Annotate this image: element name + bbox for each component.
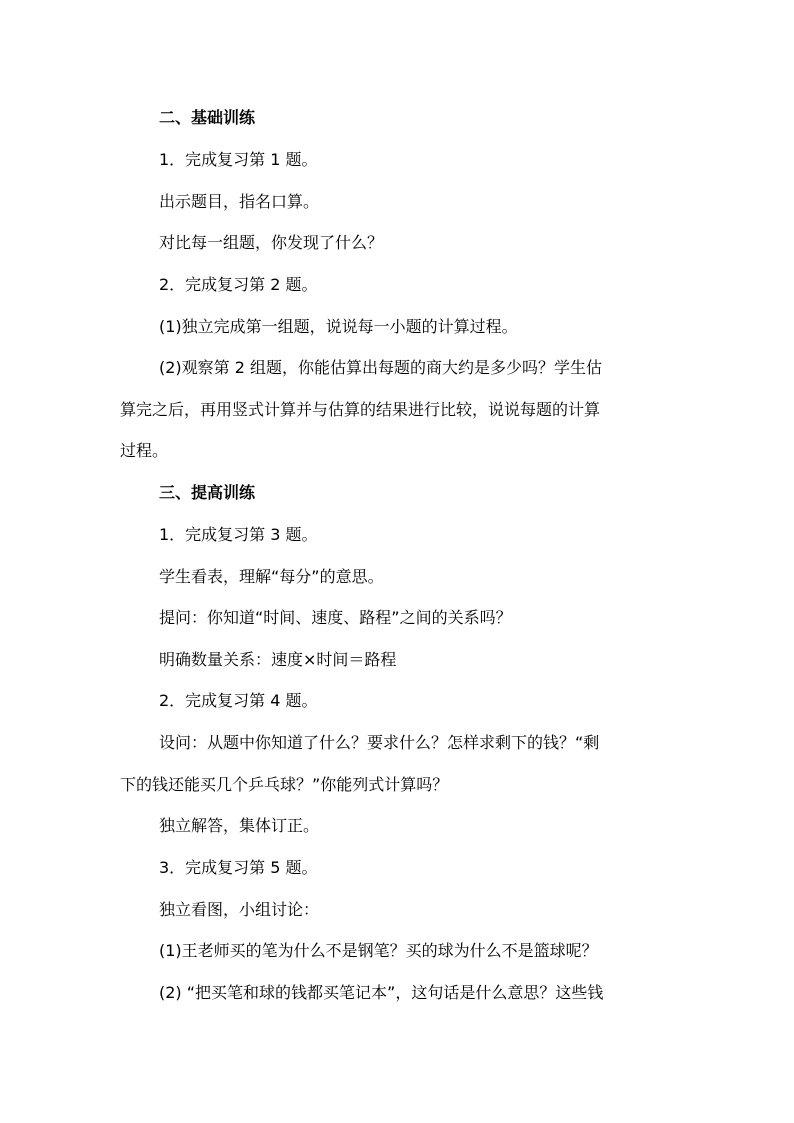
exercise-item-2: 2．完成复习第 2 题。 [159,275,318,294]
paragraph: 提问：你知道“时间、速度、路程”之间的关系吗？ [159,608,512,627]
paragraph: 独立解答，集体订正。 [159,816,320,835]
paragraph: 独立看图，小组讨论： [159,900,320,919]
paragraph-line: (2) “把买笔和球的钱都买笔记本”，这句话是什么意思？这些钱 [159,983,604,1002]
paragraph: 明确数量关系：速度×时间＝路程 [159,650,397,669]
paragraph: (1)独立完成第一组题，说说每一小题的计算过程。 [159,317,518,336]
exercise-item-3: 1．完成复习第 3 题。 [159,525,318,544]
paragraph: (1)王老师买的笔为什么不是钢笔？买的球为什么不是篮球呢？ [159,941,598,960]
paragraph-line: 下的钱还能买几个乒乓球？”你能列式计算吗？ [120,775,449,794]
paragraph-line: 设问：从题中你知道了什么？要求什么？怎样求剩下的钱？“剩 [159,733,600,752]
paragraph-line: 过程。 [120,441,169,460]
exercise-item-5: 3．完成复习第 5 题。 [159,858,318,877]
paragraph: 学生看表，理解“每分”的意思。 [159,567,384,586]
paragraph-line: 算完之后，再用竖式计算并与估算的结果进行比较，说说每题的计算 [120,400,601,419]
paragraph: 对比每一组题，你发现了什么？ [159,233,384,252]
paragraph-line: (2)观察第 2 组题，你能估算出每题的商大约是多少吗？学生估 [159,358,603,377]
section-heading-advanced-training: 三、提高训练 [159,483,256,502]
paragraph: 出示题目，指名口算。 [159,192,320,211]
section-heading-basic-training: 二、基础训练 [159,108,256,127]
exercise-item-1: 1．完成复习第 1 题。 [159,150,318,169]
exercise-item-4: 2．完成复习第 4 题。 [159,691,318,710]
